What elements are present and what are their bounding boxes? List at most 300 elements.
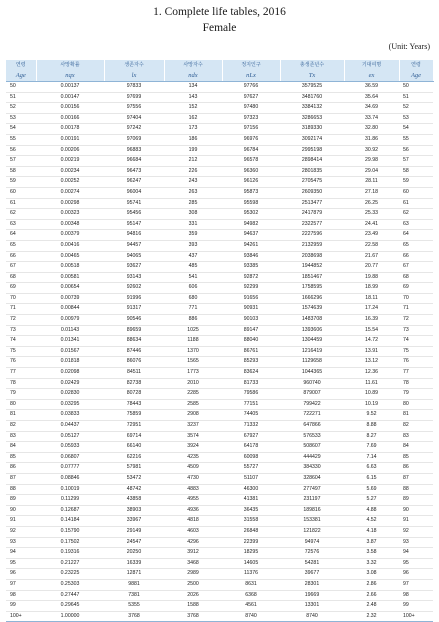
table-cell: 2.66 [344,590,399,601]
table-cell: 96883 [104,145,164,156]
table-cell: 9.52 [344,410,399,421]
symbol-cell: nLx [222,70,280,82]
table-cell: 85293 [222,357,280,368]
table-cell: 152 [164,103,222,114]
table-cell: 89 [399,495,433,506]
table-cell: 0.00137 [36,82,104,93]
table-cell: 0.27447 [36,590,104,601]
table-row [6,187,433,198]
table-cell: 63 [6,219,36,230]
table-cell: 97323 [222,113,280,124]
table-cell: 393 [164,240,222,251]
table-cell: 80 [6,399,36,410]
table-cell: 0.01818 [36,357,104,368]
table-cell: 52 [6,103,36,114]
table-cell: 25.33 [344,209,399,220]
table-cell: 57981 [104,463,164,474]
table-cell: 98 [399,590,433,601]
table-cell: 96578 [222,156,280,167]
table-cell: 97 [399,579,433,590]
table-cell: 88 [399,484,433,495]
table-row [6,166,433,177]
table-cell: 0.00156 [36,103,104,114]
table-row [6,198,433,209]
table-cell: 28.11 [344,177,399,188]
table-cell: 18.99 [344,283,399,294]
table-cell: 263 [164,187,222,198]
table-cell: 3092174 [280,134,344,145]
table-row [6,177,433,188]
table-cell: 173 [164,124,222,135]
table-row [6,399,433,410]
table-cell: 74 [6,336,36,347]
table-cell: 199 [164,145,222,156]
table-cell: 29.98 [344,156,399,167]
table-cell: 75 [6,346,36,357]
table-cell: 1129658 [280,357,344,368]
table-cell: 80728 [104,389,164,400]
table-cell: 27.18 [344,187,399,198]
table-row [6,463,433,474]
table-cell: 680 [164,293,222,304]
table-cell: 0.00298 [36,198,104,209]
table-cell: 51 [6,92,36,103]
table-cell: 4561 [222,601,280,612]
table-cell: 95741 [104,198,164,209]
table-cell: 8631 [222,579,280,590]
table-cell: 444429 [280,452,344,463]
table-cell: 8740 [280,611,344,622]
table-cell: 59 [399,177,433,188]
table-row [6,378,433,389]
table-cell: 86 [399,463,433,474]
table-cell: 0.29645 [36,601,104,612]
table-row [6,431,433,442]
table-cell: 18.11 [344,293,399,304]
table-cell: 35.64 [344,92,399,103]
symbol-cell: ex [344,70,399,82]
table-cell: 96684 [104,156,164,167]
table-cell: 20.77 [344,262,399,273]
table-cell: 879007 [280,389,344,400]
table-row [6,505,433,516]
table-cell: 28301 [280,579,344,590]
table-cell: 0.10019 [36,484,104,495]
header-cell: 사망확률 [36,60,104,70]
table-cell: 0.01341 [36,336,104,347]
table-row [6,145,433,156]
table-cell: 84511 [104,368,164,379]
table-cell: 88040 [222,336,280,347]
table-cell: 1944852 [280,262,344,273]
table-row [6,548,433,559]
table-row [6,113,433,124]
table-cell: 4235 [164,452,222,463]
table-cell: 19669 [280,590,344,601]
table-row [6,251,433,262]
symbol-cell: Age [399,70,433,82]
table-row [6,410,433,421]
table-cell: 3924 [164,442,222,453]
table-cell: 61 [399,198,433,209]
table-cell: 56 [6,145,36,156]
table-cell: 1483708 [280,315,344,326]
table-cell: 0.05127 [36,431,104,442]
table-cell: 96126 [222,177,280,188]
table-cell: 19.88 [344,272,399,283]
table-cell: 2585 [164,399,222,410]
table-cell: 0.14184 [36,516,104,527]
table-cell: 51 [399,92,433,103]
table-row [6,262,433,273]
table-cell: 91 [6,516,36,527]
table-cell: 4296 [164,537,222,548]
table-cell: 91317 [104,304,164,315]
table-cell: 0.17502 [36,537,104,548]
table-cell: 24547 [104,537,164,548]
table-cell: 4.88 [344,505,399,516]
table-cell: 79586 [222,389,280,400]
table-cell: 80 [399,399,433,410]
table-cell: 79 [399,389,433,400]
table-row [6,293,433,304]
table-cell: 95147 [104,219,164,230]
table-cell: 97480 [222,103,280,114]
table-cell: 22399 [222,537,280,548]
table-row [6,357,433,368]
table-cell: 55727 [222,463,280,474]
table-row [6,516,433,527]
table-cell: 89 [6,495,36,506]
table-cell: 61 [6,198,36,209]
header-cell: 연령 [399,60,433,70]
table-cell: 82 [6,421,36,432]
table-row [6,526,433,537]
table-cell: 53472 [104,473,164,484]
table-cell: 94974 [280,537,344,548]
table-cell: 5.69 [344,484,399,495]
table-cell: 13301 [280,601,344,612]
table-cell: 0.03295 [36,399,104,410]
table-cell: 57 [6,156,36,167]
table-cell: 0.02830 [36,389,104,400]
table-cell: 96 [6,569,36,580]
table-cell: 62 [399,209,433,220]
table-row [6,315,433,326]
table-cell: 54 [6,124,36,135]
table-cell: 95873 [222,187,280,198]
table-cell: 83 [6,431,36,442]
table-cell: 3768 [104,611,164,622]
table-cell: 12.36 [344,368,399,379]
table-cell: 1304459 [280,336,344,347]
table-cell: 32.80 [344,124,399,135]
table-cell: 14605 [222,558,280,569]
table-cell: 97556 [104,103,164,114]
table-cell: 50 [6,82,36,93]
table-cell: 11.61 [344,378,399,389]
table-cell: 15.54 [344,325,399,336]
table-cell: 1851467 [280,272,344,283]
table-row [6,473,433,484]
symbol-cell: Age [6,70,36,82]
table-cell: 0.00252 [36,177,104,188]
table-cell: 3481760 [280,92,344,103]
table-cell: 99 [6,601,36,612]
life-table [6,60,434,622]
table-row [6,272,433,283]
table-title: 1. Complete life tables, 2016 [153,6,286,18]
table-cell: 69714 [104,431,164,442]
table-cell: 1588 [164,601,222,612]
table-cell: 97766 [222,82,280,93]
table-cell: 34.69 [344,103,399,114]
table-row [6,484,433,495]
table-cell: 78 [399,378,433,389]
table-cell: 65 [6,240,36,251]
table-cell: 96360 [222,166,280,177]
header-row [6,60,433,70]
table-cell: 2227596 [280,230,344,241]
table-row [6,283,433,294]
table-cell: 0.21227 [36,558,104,569]
table-cell: 0.00416 [36,240,104,251]
table-row [6,579,433,590]
table-cell: 2.86 [344,579,399,590]
table-cell: 81 [399,410,433,421]
table-row [6,230,433,241]
table-cell: 100+ [399,611,433,622]
table-cell: 30.92 [344,145,399,156]
table-cell: 71332 [222,421,280,432]
table-cell: 97156 [222,124,280,135]
table-cell: 3.58 [344,548,399,559]
table-row [6,569,433,580]
table-row [6,304,433,315]
table-cell: 2010 [164,378,222,389]
table-cell: 4936 [164,505,222,516]
table-cell: 72951 [104,421,164,432]
table-cell: 70 [6,293,36,304]
table-cell: 73 [399,325,433,336]
table-cell: 67927 [222,431,280,442]
table-cell: 66 [6,251,36,262]
table-cell: 58 [6,166,36,177]
table-cell: 93 [6,537,36,548]
table-cell: 36.59 [344,82,399,93]
table-row [6,240,433,251]
table-cell: 0.01143 [36,325,104,336]
table-cell: 576533 [280,431,344,442]
table-cell: 92602 [104,283,164,294]
table-cell: 5355 [104,601,164,612]
table-cell: 4.18 [344,526,399,537]
table-cell: 16339 [104,558,164,569]
table-cell: 75859 [104,410,164,421]
table-cell: 2285 [164,389,222,400]
table-cell: 66140 [104,442,164,453]
table-cell: 31.86 [344,134,399,145]
table-cell: 77 [6,368,36,379]
table-cell: 91656 [222,293,280,304]
table-cell: 4.52 [344,516,399,527]
table-cell: 73 [6,325,36,336]
table-cell: 96247 [104,177,164,188]
table-cell: 13.91 [344,346,399,357]
table-row [6,601,433,612]
table-cell: 97404 [104,113,164,124]
table-cell: 84 [399,442,433,453]
table-cell: 0.00739 [36,293,104,304]
table-cell: 92 [399,526,433,537]
table-cell: 71 [6,304,36,315]
table-cell: 6.63 [344,463,399,474]
table-cell: 2513477 [280,198,344,209]
table-cell: 83624 [222,368,280,379]
table-cell: 162 [164,113,222,124]
table-cell: 48742 [104,484,164,495]
table-cell: 60 [399,187,433,198]
table-cell: 18295 [222,548,280,559]
unit-label: (Unit: Years) [388,42,430,51]
table-cell: 186 [164,134,222,145]
table-cell: 90546 [104,315,164,326]
table-cell: 6368 [222,590,280,601]
table-cell: 96976 [222,134,280,145]
table-cell: 83 [399,431,433,442]
table-cell: 4730 [164,473,222,484]
table-cell: 43858 [104,495,164,506]
table-cell: 64 [6,230,36,241]
table-cell: 22.58 [344,240,399,251]
table-cell: 85 [6,452,36,463]
table-cell: 0.12687 [36,505,104,516]
table-row [6,442,433,453]
table-row [6,421,433,432]
table-cell: 6.15 [344,473,399,484]
table-cell: 1188 [164,336,222,347]
table-cell: 81733 [222,378,280,389]
table-cell: 65 [399,240,433,251]
table-cell: 2132959 [280,240,344,251]
table-cell: 189816 [280,505,344,516]
table-row [6,368,433,379]
table-cell: 54281 [280,558,344,569]
table-row [6,537,433,548]
table-cell: 1044365 [280,368,344,379]
table-cell: 92872 [222,272,280,283]
table-cell: 91 [399,516,433,527]
table-cell: 62 [6,209,36,220]
table-cell: 2898414 [280,156,344,167]
table-cell: 16.39 [344,315,399,326]
table-cell: 66 [399,251,433,262]
symbol-cell: nqx [36,70,104,82]
table-cell: 57 [399,156,433,167]
table-cell: 3.32 [344,558,399,569]
table-cell: 0.15790 [36,526,104,537]
table-cell: 86 [6,463,36,474]
table-cell: 90103 [222,315,280,326]
table-cell: 89659 [104,325,164,336]
table-cell: 72 [399,315,433,326]
table-cell: 231197 [280,495,344,506]
table-row [6,103,433,114]
table-cell: 71 [399,304,433,315]
table-cell: 36435 [222,505,280,516]
table-cell: 7.69 [344,442,399,453]
table-cell: 8.27 [344,431,399,442]
table-cell: 76 [6,357,36,368]
table-cell: 2801835 [280,166,344,177]
table-cell: 51107 [222,473,280,484]
table-cell: 87 [6,473,36,484]
table-cell: 647866 [280,421,344,432]
table-cell: 12871 [104,569,164,580]
header-cell: 생존자수 [104,60,164,70]
table-cell: 0.00323 [36,209,104,220]
table-cell: 68 [6,272,36,283]
table-cell: 0.00518 [36,262,104,273]
table-row [6,389,433,400]
table-cell: 55 [6,134,36,145]
table-cell: 1.00000 [36,611,104,622]
table-cell: 143 [164,92,222,103]
table-cell: 0.06807 [36,452,104,463]
table-cell: 0.00379 [36,230,104,241]
header-cell: 정지인구 [222,60,280,70]
table-cell: 0.00178 [36,124,104,135]
table-cell: 97069 [104,134,164,145]
table-cell: 0.00844 [36,304,104,315]
table-cell: 1758595 [280,283,344,294]
table-row [6,336,433,347]
table-cell: 67 [399,262,433,273]
table-cell: 70 [399,293,433,304]
header-cell: 사망자수 [164,60,222,70]
table-cell: 97 [6,579,36,590]
table-cell: 90 [6,505,36,516]
table-cell: 3468 [164,558,222,569]
table-cell: 87446 [104,346,164,357]
table-cell: 1216419 [280,346,344,357]
table-cell: 96784 [222,145,280,156]
table-cell: 3384132 [280,103,344,114]
table-cell: 95598 [222,198,280,209]
table-cell: 33.74 [344,113,399,124]
table-cell: 63 [399,219,433,230]
table-cell: 58 [399,166,433,177]
table-cell: 0.04437 [36,421,104,432]
table-cell: 0.02098 [36,368,104,379]
table-cell: 69 [6,283,36,294]
table-cell: 88 [6,484,36,495]
table-cell: 2989 [164,569,222,580]
header-cell: 총생존년수 [280,60,344,70]
table-cell: 226 [164,166,222,177]
table-cell: 0.00465 [36,251,104,262]
symbol-cell: lx [104,70,164,82]
table-cell: 308 [164,209,222,220]
table-cell: 82738 [104,378,164,389]
table-cell: 13.12 [344,357,399,368]
table-cell: 0.08846 [36,473,104,484]
table-cell: 0.00191 [36,134,104,145]
table-cell: 2609350 [280,187,344,198]
table-cell: 78 [6,378,36,389]
table-cell: 38903 [104,505,164,516]
table-cell: 76 [399,357,433,368]
